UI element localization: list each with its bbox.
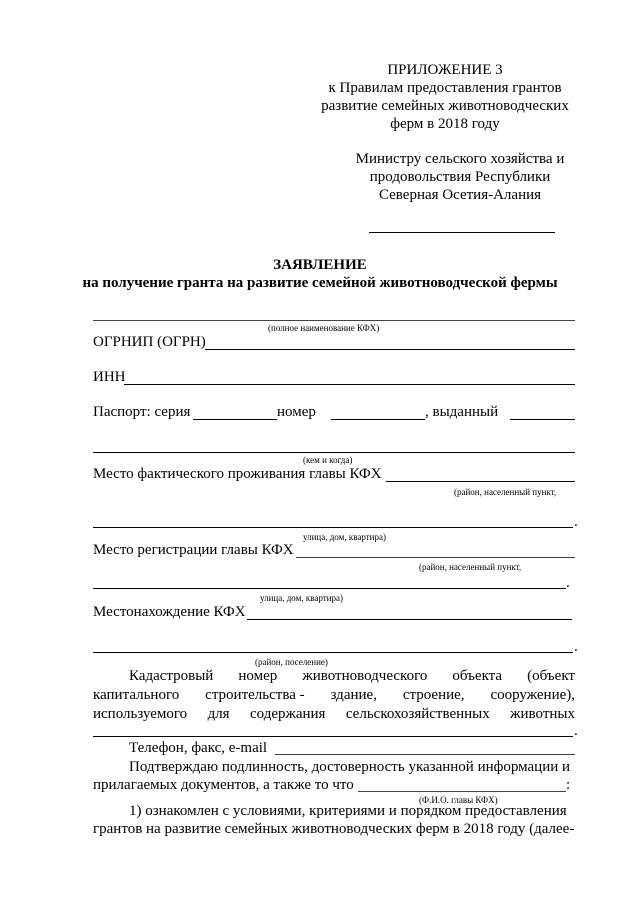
confirm-line-2: прилагаемых документов, а также то что (93, 777, 354, 793)
cadastral-word: строительства - (205, 687, 305, 703)
ogrnip-label: ОГРНИП (ОГРН) (93, 334, 206, 350)
addressee-signature-line[interactable] (369, 232, 555, 233)
fio-hint: (Ф.И.О. главы КФХ) (419, 795, 498, 805)
registration-hint-2: улица, дом, квартира) (260, 593, 343, 603)
cadastral-line-1 (93, 667, 575, 685)
cadastral-word: животноводческого (302, 668, 428, 684)
location-field[interactable] (247, 619, 572, 620)
residence-period: . (574, 514, 578, 530)
phone-label: Телефон, факс, e-mail (129, 740, 268, 756)
issued-by-line[interactable] (93, 452, 575, 453)
registration-field[interactable] (296, 557, 575, 558)
cadastral-period: . (574, 723, 578, 739)
inn-field[interactable] (124, 384, 575, 385)
residence-hint-1: (район, населенный пункт, (454, 487, 557, 497)
passport-issued-field[interactable] (510, 419, 575, 420)
passport-series-label: Паспорт: серия (93, 404, 191, 420)
item-1-line-1: 1) ознакомлен с условиями, критериями и порядком предоставления (129, 803, 567, 819)
passport-series-field[interactable] (193, 419, 277, 420)
cadastral-line-3 (93, 705, 575, 723)
cadastral-word: номер (238, 668, 278, 684)
cadastral-word: здание, (330, 687, 377, 703)
residence-hint-2: улица, дом, квартира) (303, 532, 386, 542)
item-1-line-2: грантов на развитие семейных животноводческих ферм в 2018 году (далее- (93, 821, 575, 837)
issued-hint: (кем и когда) (303, 455, 353, 465)
head-fio-field[interactable] (358, 791, 566, 792)
residence-field[interactable] (386, 481, 575, 482)
phone-field[interactable] (275, 754, 575, 755)
cadastral-word: используемого (93, 706, 188, 722)
document-title: ЗАЯВЛЕНИЕ (273, 257, 367, 273)
registration-label: Место регистрации главы КФХ (93, 542, 294, 558)
confirm-colon: : (566, 777, 571, 793)
cadastral-word: животных (510, 706, 575, 722)
passport-issued-label: , выданный (425, 404, 499, 420)
ogrnip-field[interactable] (205, 349, 575, 350)
cadastral-word: объекта (452, 668, 503, 684)
rules-line-2: развитие семейных животноводческих (321, 98, 569, 114)
rules-line-1: к Правилам предоставления грантов (328, 80, 562, 96)
addressee-line-1: Министру сельского хозяйства и (355, 151, 565, 167)
location-hint: (район, поселение) (255, 657, 328, 667)
cadastral-number-field[interactable] (93, 736, 573, 737)
appendix-number: ПРИЛОЖЕНИЕ 3 (387, 62, 503, 78)
confirm-line-1: Подтверждаю подлинность, достоверность указанной информации и (129, 759, 571, 775)
residence-label: Место фактического проживания главы КФХ (93, 466, 382, 482)
location-label: Местонахождение КФХ (93, 604, 246, 620)
cadastral-word: строение, (402, 687, 465, 703)
cadastral-word: для (207, 706, 230, 722)
location-second-line[interactable] (93, 652, 573, 653)
registration-street-line[interactable] (93, 588, 566, 589)
cadastral-word: сельскохозяйственных (345, 706, 490, 722)
kfh-name-hint: (полное наименование КФХ) (268, 323, 380, 333)
addressee-line-2: продовольствия Республики (369, 169, 551, 185)
passport-number-label: номер (277, 404, 316, 420)
location-period: . (574, 639, 578, 655)
registration-hint-1: (район, населенный пункт, (419, 562, 522, 572)
registration-period: . (566, 575, 570, 591)
cadastral-word: (объект (527, 668, 575, 684)
cadastral-word: капитального (93, 687, 180, 703)
rules-line-3: ферм в 2018 году (390, 116, 500, 132)
cadastral-line-2 (93, 686, 575, 704)
residence-street-line[interactable] (93, 527, 573, 528)
addressee-line-3: Северная Осетия-Алания (378, 187, 542, 203)
passport-number-field[interactable] (331, 419, 425, 420)
kfh-name-line[interactable] (93, 320, 575, 321)
document-subtitle: на получение гранта на развитие семейной животноводческой фермы (82, 275, 558, 291)
inn-label: ИНН (93, 369, 126, 385)
cadastral-word: содержания (249, 706, 326, 722)
cadastral-word: сооружение), (490, 687, 575, 703)
cadastral-word: Кадастровый (129, 668, 214, 684)
